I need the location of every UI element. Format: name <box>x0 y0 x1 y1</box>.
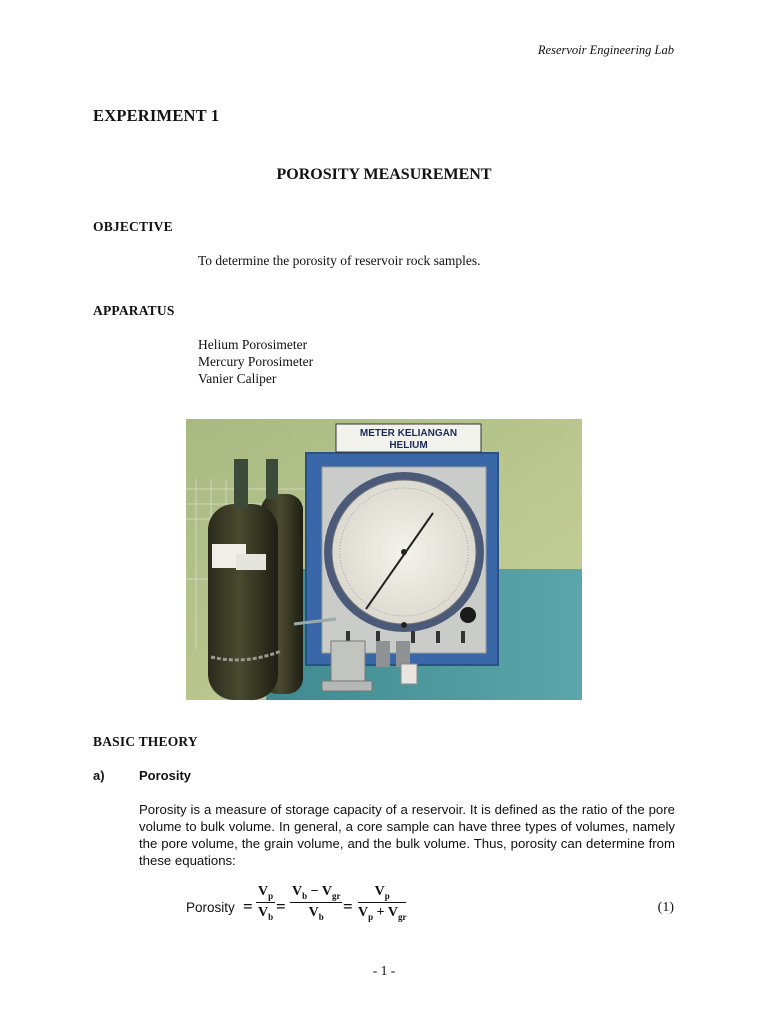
equals-sign: = <box>343 897 353 916</box>
running-header: Reservoir Engineering Lab <box>537 43 674 57</box>
apparatus-item: Mercury Porosimeter <box>198 354 314 369</box>
subsection-marker: a) <box>93 768 105 783</box>
equation-label: Porosity <box>186 900 235 915</box>
equals-sign: = <box>243 897 253 916</box>
fraction-vp-over-vp-plus-vgr: $V_p$ $V_p + V_{gr}$ <box>358 884 407 922</box>
fraction-vb-minus-vgr-over-vb: $V_b - V_{gr}$ $V_b$ <box>292 884 341 922</box>
objective-text: To determine the porosity of reservoir rock samples. <box>198 253 481 268</box>
apparatus-list <box>198 336 313 387</box>
experiment-number: EXPERIMENT 1 <box>93 106 220 125</box>
apparatus-item: Helium Porosimeter <box>198 337 308 352</box>
sign-text-line1: METER KELIANGAN <box>359 428 458 439</box>
apparatus-item: Vanier Caliper <box>198 371 277 386</box>
objective-heading: OBJECTIVE <box>93 219 173 234</box>
equation-number: (1) <box>657 900 674 915</box>
experiment-title: POROSITY MEASUREMENT <box>276 166 492 183</box>
subsection-title: Porosity <box>139 768 192 783</box>
basic-theory-heading: BASIC THEORY <box>93 734 198 749</box>
apparatus-heading: APPARATUS <box>93 303 175 318</box>
equals-sign: = <box>276 897 286 916</box>
fraction-vp-over-vb: $\frac{V_p}{V_b}$ <box>258 884 274 922</box>
sign-text-line2: HELIUM <box>389 440 428 451</box>
page-number: - 1 - <box>372 963 396 978</box>
helium-porosimeter-photo <box>186 419 582 700</box>
porosity-paragraph: Porosity is a measure of storage capacity of a reservoir. It is defined as the ratio of the pore volume to bulk volume. In general, a core sample can have three types of volumes, namely the pore volume, the grain volume, and the bulk volume. Thus, porosity can determine from these equations: <box>139 802 675 868</box>
